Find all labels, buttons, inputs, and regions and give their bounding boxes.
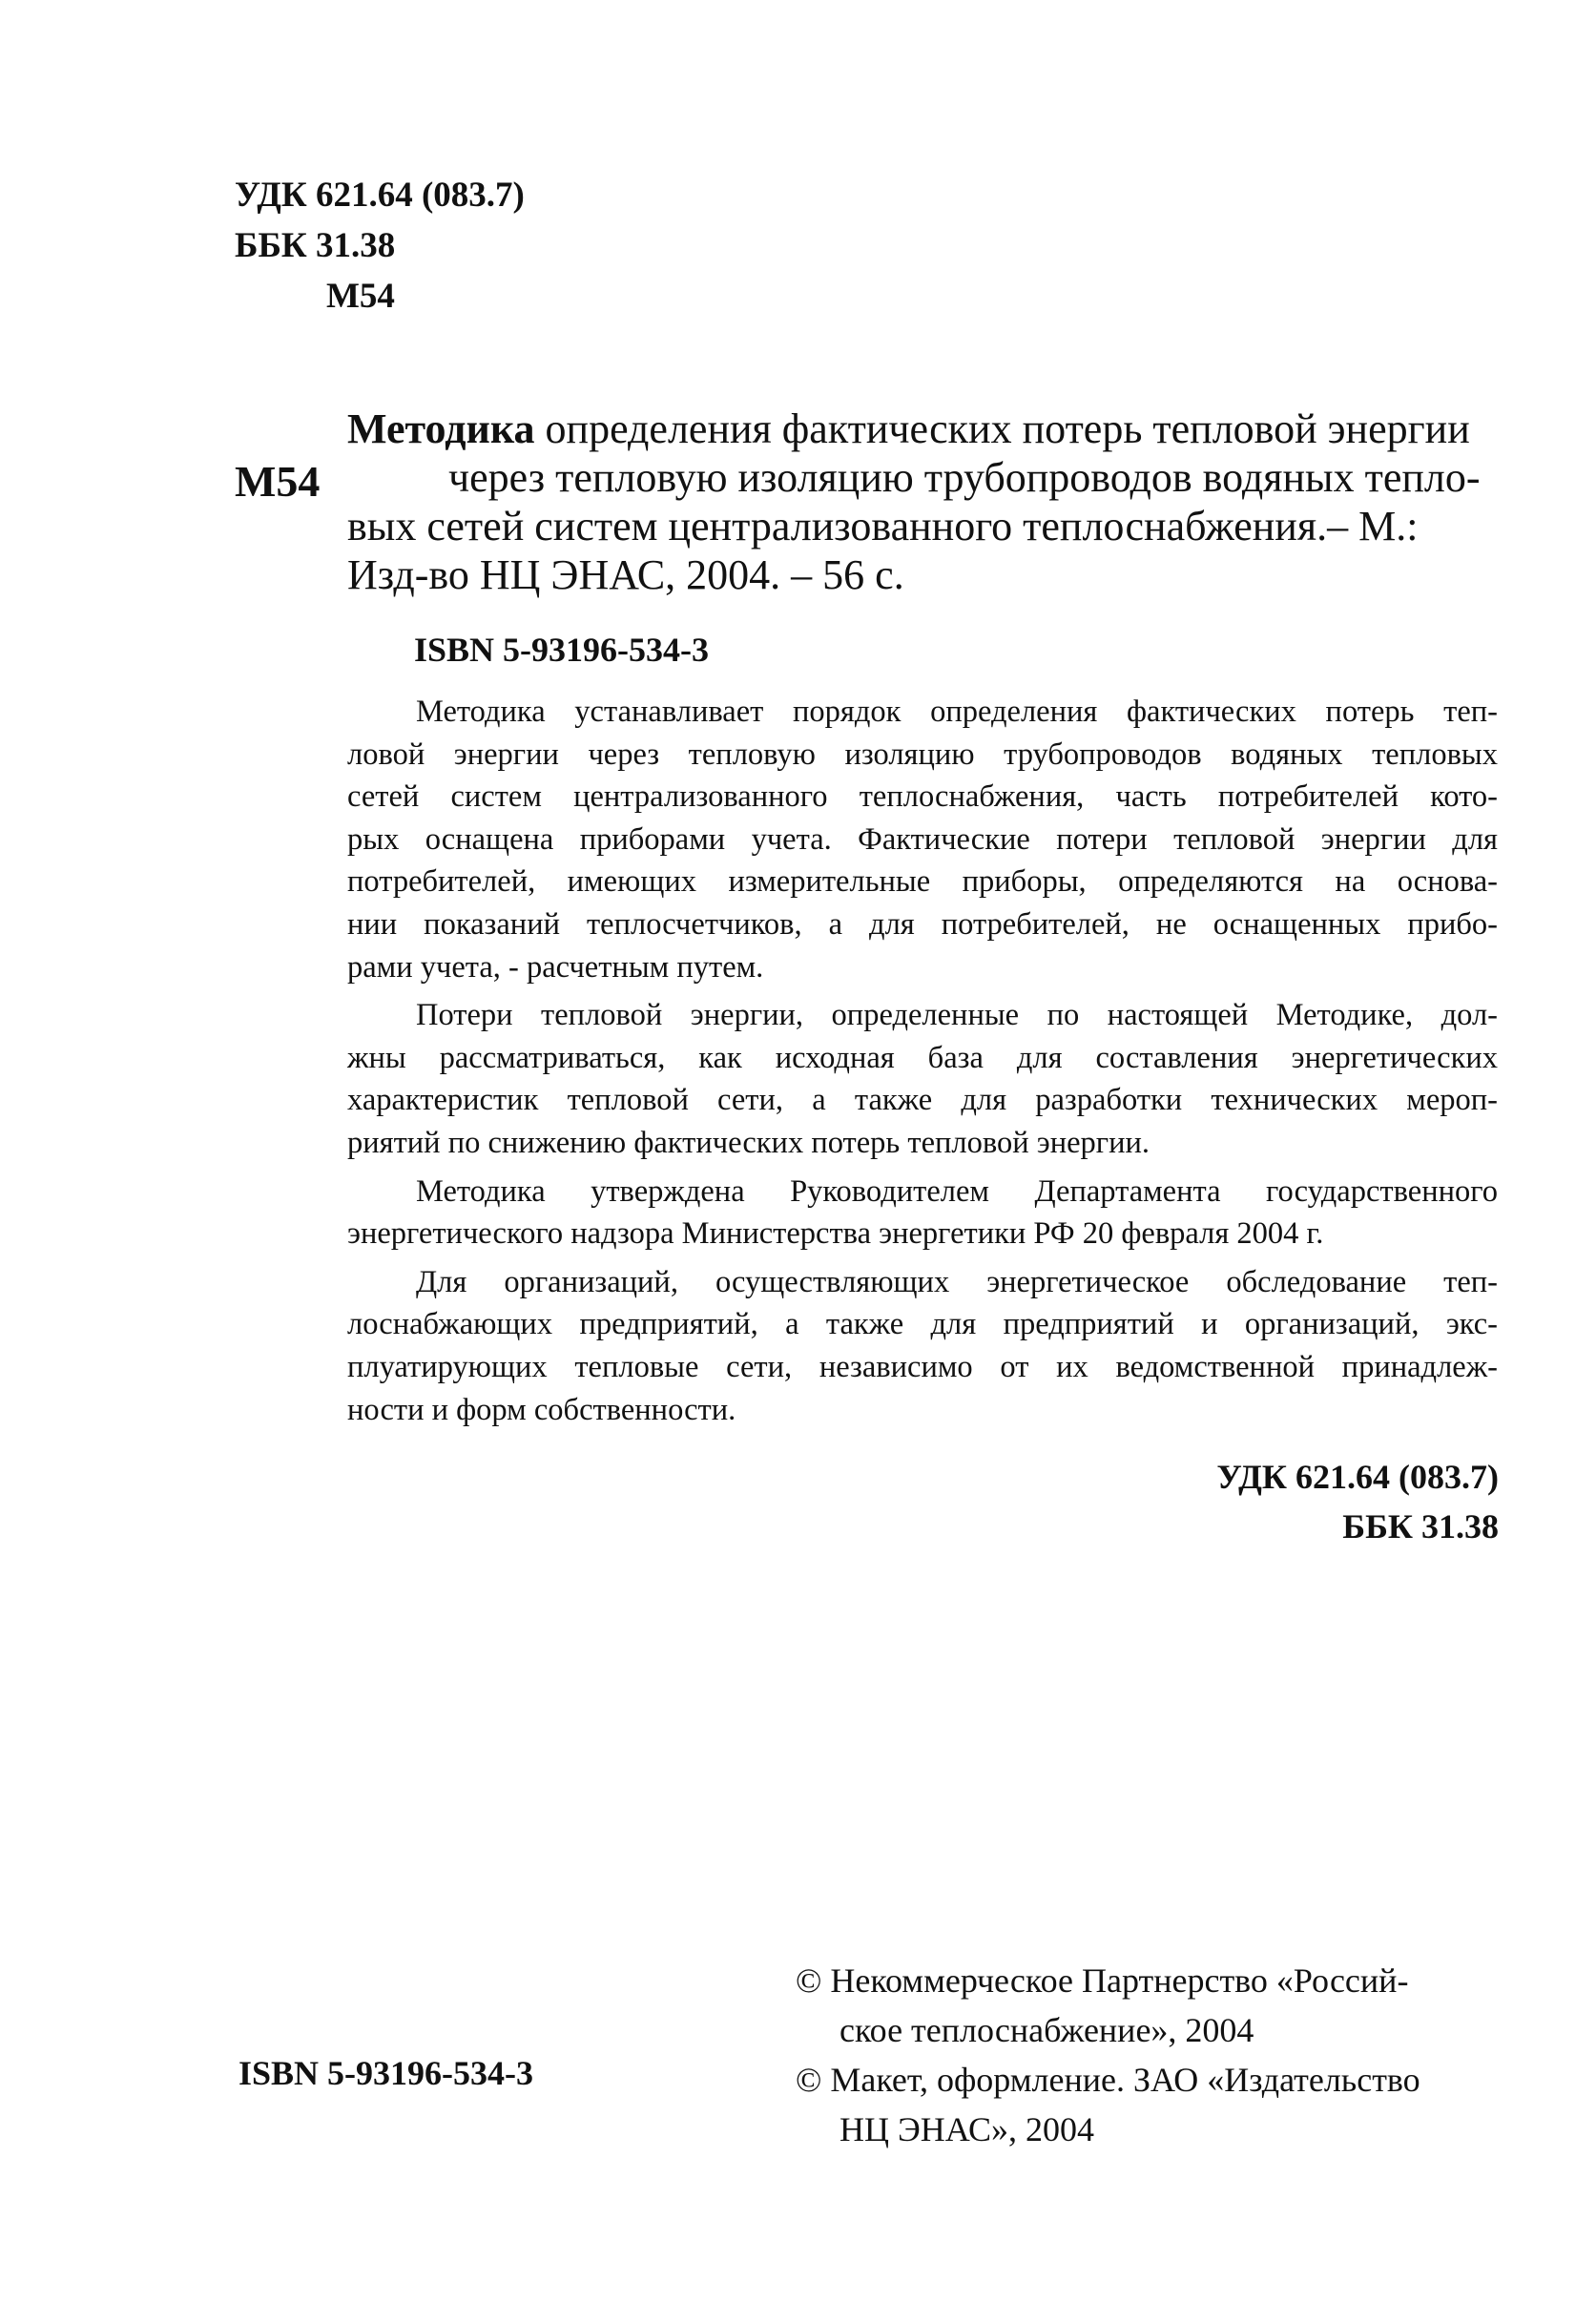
copyright-2-line-2: НЦ ЭНАС», 2004 bbox=[839, 2110, 1094, 2148]
bib-line-2: через тепловую изоляцию трубопроводов водяных тепло- bbox=[448, 454, 1481, 501]
bib-line-1 bbox=[347, 405, 1502, 453]
author-mark-side: М54 bbox=[235, 457, 321, 506]
abstract-paragraph-3 bbox=[347, 1171, 1498, 1255]
abstract-line: жны рассматриваться, как исходная база для составления энергетических bbox=[347, 1040, 1498, 1075]
bib-line-4: Изд-во НЦ ЭНАС, 2004. – 56 с. bbox=[347, 551, 904, 598]
bbk-code: ББК 31.38 bbox=[235, 226, 396, 265]
udk-code: УДК 621.64 (083.7) bbox=[235, 176, 525, 215]
abstract-line: Потери тепловой энергии, определенные по настоящей Методике, дол- bbox=[416, 998, 1498, 1033]
bibliographic-entry bbox=[347, 405, 1502, 599]
abstract-line: рами учета, - расчетным путем. bbox=[347, 949, 764, 985]
abstract-line: плуатирующих тепловые сети, независимо от их ведомственной принадлеж- bbox=[347, 1349, 1498, 1384]
abstract-line: Методика утверждена Руководителем Департамента государственного bbox=[416, 1173, 1498, 1209]
bib-line-3: вых сетей систем централизованного теплоснабжения.– М.: bbox=[347, 503, 1419, 550]
abstract-line: потребителей, имеющих измерительные приборы, определяются на основа- bbox=[347, 864, 1498, 900]
abstract-line: ловой энергии через тепловую изоляцию трубопроводов водяных тепловых bbox=[347, 737, 1498, 772]
copyright-1-line-2: ское теплоснабжение», 2004 bbox=[839, 2011, 1254, 2049]
bbk-code-right: ББК 31.38 bbox=[1342, 1507, 1499, 1546]
author-mark: М54 bbox=[326, 277, 395, 316]
abstract bbox=[347, 691, 1498, 1437]
isbn-entry: ISBN 5-93196-534-3 bbox=[414, 631, 710, 669]
abstract-line: энергетического надзора Министерства энергетики РФ 20 февраля 2004 г. bbox=[347, 1216, 1324, 1252]
classification-codes-right bbox=[1216, 1452, 1499, 1551]
abstract-line: нии показаний теплосчетчиков, а для потребителей, не оснащенных прибо- bbox=[347, 906, 1498, 942]
title-lead: Методика bbox=[347, 405, 535, 452]
abstract-line: характеристик тепловой сети, а также для разработки технических мероп- bbox=[347, 1083, 1498, 1118]
abstract-paragraph-1 bbox=[347, 691, 1498, 988]
copyright-2-line-1: © Макет, оформление. ЗАО «Издательство bbox=[796, 2061, 1420, 2099]
abstract-line: ности и форм собственности. bbox=[347, 1392, 736, 1427]
isbn-footer: ISBN 5-93196-534-3 bbox=[238, 2054, 534, 2092]
abstract-line: Методика устанавливает порядок определения фактических потерь теп- bbox=[416, 695, 1498, 729]
abstract-line: рых оснащена приборами учета. Фактические потери тепловой энергии для bbox=[347, 821, 1498, 857]
classification-codes-top bbox=[235, 170, 525, 322]
title-rest: определения фактических потерь тепловой энергии bbox=[534, 405, 1470, 452]
abstract-line: лоснабжающих предприятий, а также для предприятий и организаций, экс- bbox=[347, 1307, 1498, 1342]
copyright-1-line-1: © Некоммерческое Партнерство «Россий- bbox=[796, 1961, 1409, 2000]
abstract-line: Для организаций, осуществляющих энергетическое обследование теп- bbox=[416, 1264, 1498, 1299]
abstract-line: риятий по снижению фактических потерь тепловой энергии. bbox=[347, 1125, 1150, 1160]
abstract-paragraph-4 bbox=[347, 1261, 1498, 1431]
abstract-line: сетей систем централизованного теплоснабжения, часть потребителей кото- bbox=[347, 779, 1498, 815]
abstract-paragraph-2 bbox=[347, 994, 1498, 1164]
udk-code-right: УДК 621.64 (083.7) bbox=[1216, 1458, 1499, 1496]
copyright-block bbox=[796, 1956, 1505, 2154]
